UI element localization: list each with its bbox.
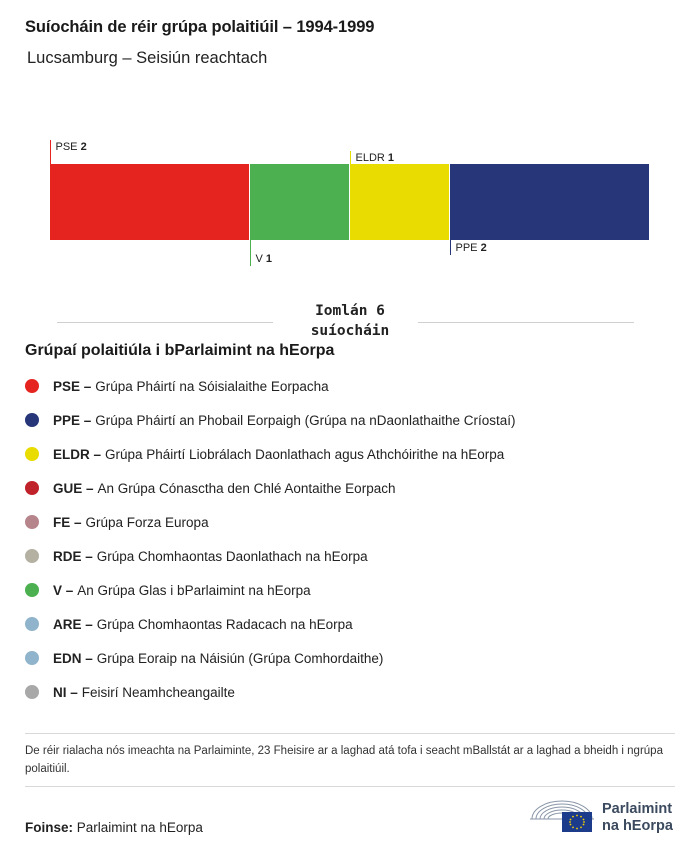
chart-title: Suíocháin de réir grúpa polaitiúil – 1994-1999	[25, 18, 375, 36]
legend-item	[25, 437, 516, 471]
legend-dot	[25, 447, 39, 461]
legend-item	[25, 471, 516, 505]
legend-dot	[25, 379, 39, 393]
total-rule-left	[57, 322, 273, 323]
legend-name: Grúpa Chomhaontas Radacach na hEorpa	[96, 616, 353, 632]
legend-heading: Grúpaí polaitiúla i bParlaimint na hEorpa	[25, 342, 335, 359]
source-label: Foinse:	[25, 820, 74, 835]
legend-abbr: ARE –	[53, 616, 93, 632]
footnote-rule-top	[25, 733, 675, 734]
legend-item	[25, 573, 516, 607]
bar-segment-pse	[50, 164, 249, 240]
legend-item	[25, 607, 516, 641]
legend-abbr: GUE –	[53, 480, 94, 496]
bar-label-pse: PSE 2	[55, 141, 87, 153]
legend-item	[25, 369, 516, 403]
legend-abbr: V –	[53, 582, 74, 598]
legend-abbr: PPE –	[53, 412, 92, 428]
bar-label-ppe: PPE 2	[455, 242, 487, 254]
legend-item	[25, 539, 516, 573]
legend-dot	[25, 617, 39, 631]
chart-subtitle: Lucsamburg – Seisiún reachtach	[27, 49, 268, 67]
legend-item	[25, 675, 516, 709]
logo-text	[602, 801, 673, 835]
source-line	[25, 820, 203, 835]
legend-name: An Grúpa Glas i bParlaimint na hEorpa	[77, 582, 311, 598]
legend-name: Grúpa Pháirtí na Sóisialaithe Eorpacha	[95, 378, 329, 394]
bar-segment-eldr	[350, 164, 449, 240]
footnote-rule-bottom	[25, 786, 675, 787]
legend-list	[25, 369, 516, 709]
legend-name: Grúpa Pháirtí an Phobail Eorpaigh (Grúpa na nDaonlathaithe Críostaí)	[95, 412, 516, 428]
total-rule-right	[418, 322, 634, 323]
seat-bar-chart	[0, 120, 700, 280]
legend-dot	[25, 583, 39, 597]
bar-label-eldr: ELDR 1	[355, 152, 395, 164]
legend-dot	[25, 549, 39, 563]
legend-name: An Grúpa Cónasctha den Chlé Aontaithe Eorpach	[97, 480, 396, 496]
legend-item	[25, 641, 516, 675]
legend-abbr: NI –	[53, 684, 78, 700]
logo-line1: Parlaimint	[602, 801, 673, 817]
legend-item	[25, 505, 516, 539]
legend-dot	[25, 515, 39, 529]
legend-name: Grúpa Eoraip na Náisiún (Grúpa Comhordaithe)	[96, 650, 384, 666]
legend-abbr: ELDR –	[53, 446, 102, 462]
legend-dot	[25, 481, 39, 495]
legend-abbr: FE –	[53, 514, 82, 530]
footnote: De réir rialacha nós imeachta na Parlaiminte, 23 Fheisire ar a laghad atá tofa i seacht mBallstát ar a laghad a bheidh i ngrúpa polaitiúil.	[25, 745, 663, 775]
bar-label-v: V 1	[255, 253, 273, 265]
hemicycle-flag-icon	[528, 795, 598, 835]
legend-name: Feisirí Neamhcheangailte	[81, 684, 235, 700]
legend-item	[25, 403, 516, 437]
total-seats-label: Iomlán 6 suíocháin	[310, 303, 390, 339]
legend-dot	[25, 413, 39, 427]
legend-name: Grúpa Chomhaontas Daonlathach na hEorpa	[96, 548, 368, 564]
legend-dot	[25, 685, 39, 699]
european-parliament-logo	[528, 795, 678, 835]
legend-abbr: EDN –	[53, 650, 93, 666]
legend-name: Grúpa Pháirtí Liobrálach Daonlathach agus Athchóirithe na hEorpa	[105, 446, 505, 462]
bar-segment-v	[250, 164, 349, 240]
legend-abbr: PSE –	[53, 378, 92, 394]
legend-dot	[25, 651, 39, 665]
bar-segment-ppe	[450, 164, 649, 240]
source-value: Parlaimint na hEorpa	[76, 820, 203, 835]
legend-abbr: RDE –	[53, 548, 93, 564]
logo-line2: na hEorpa	[602, 818, 673, 834]
legend-name: Grúpa Forza Europa	[85, 514, 209, 530]
